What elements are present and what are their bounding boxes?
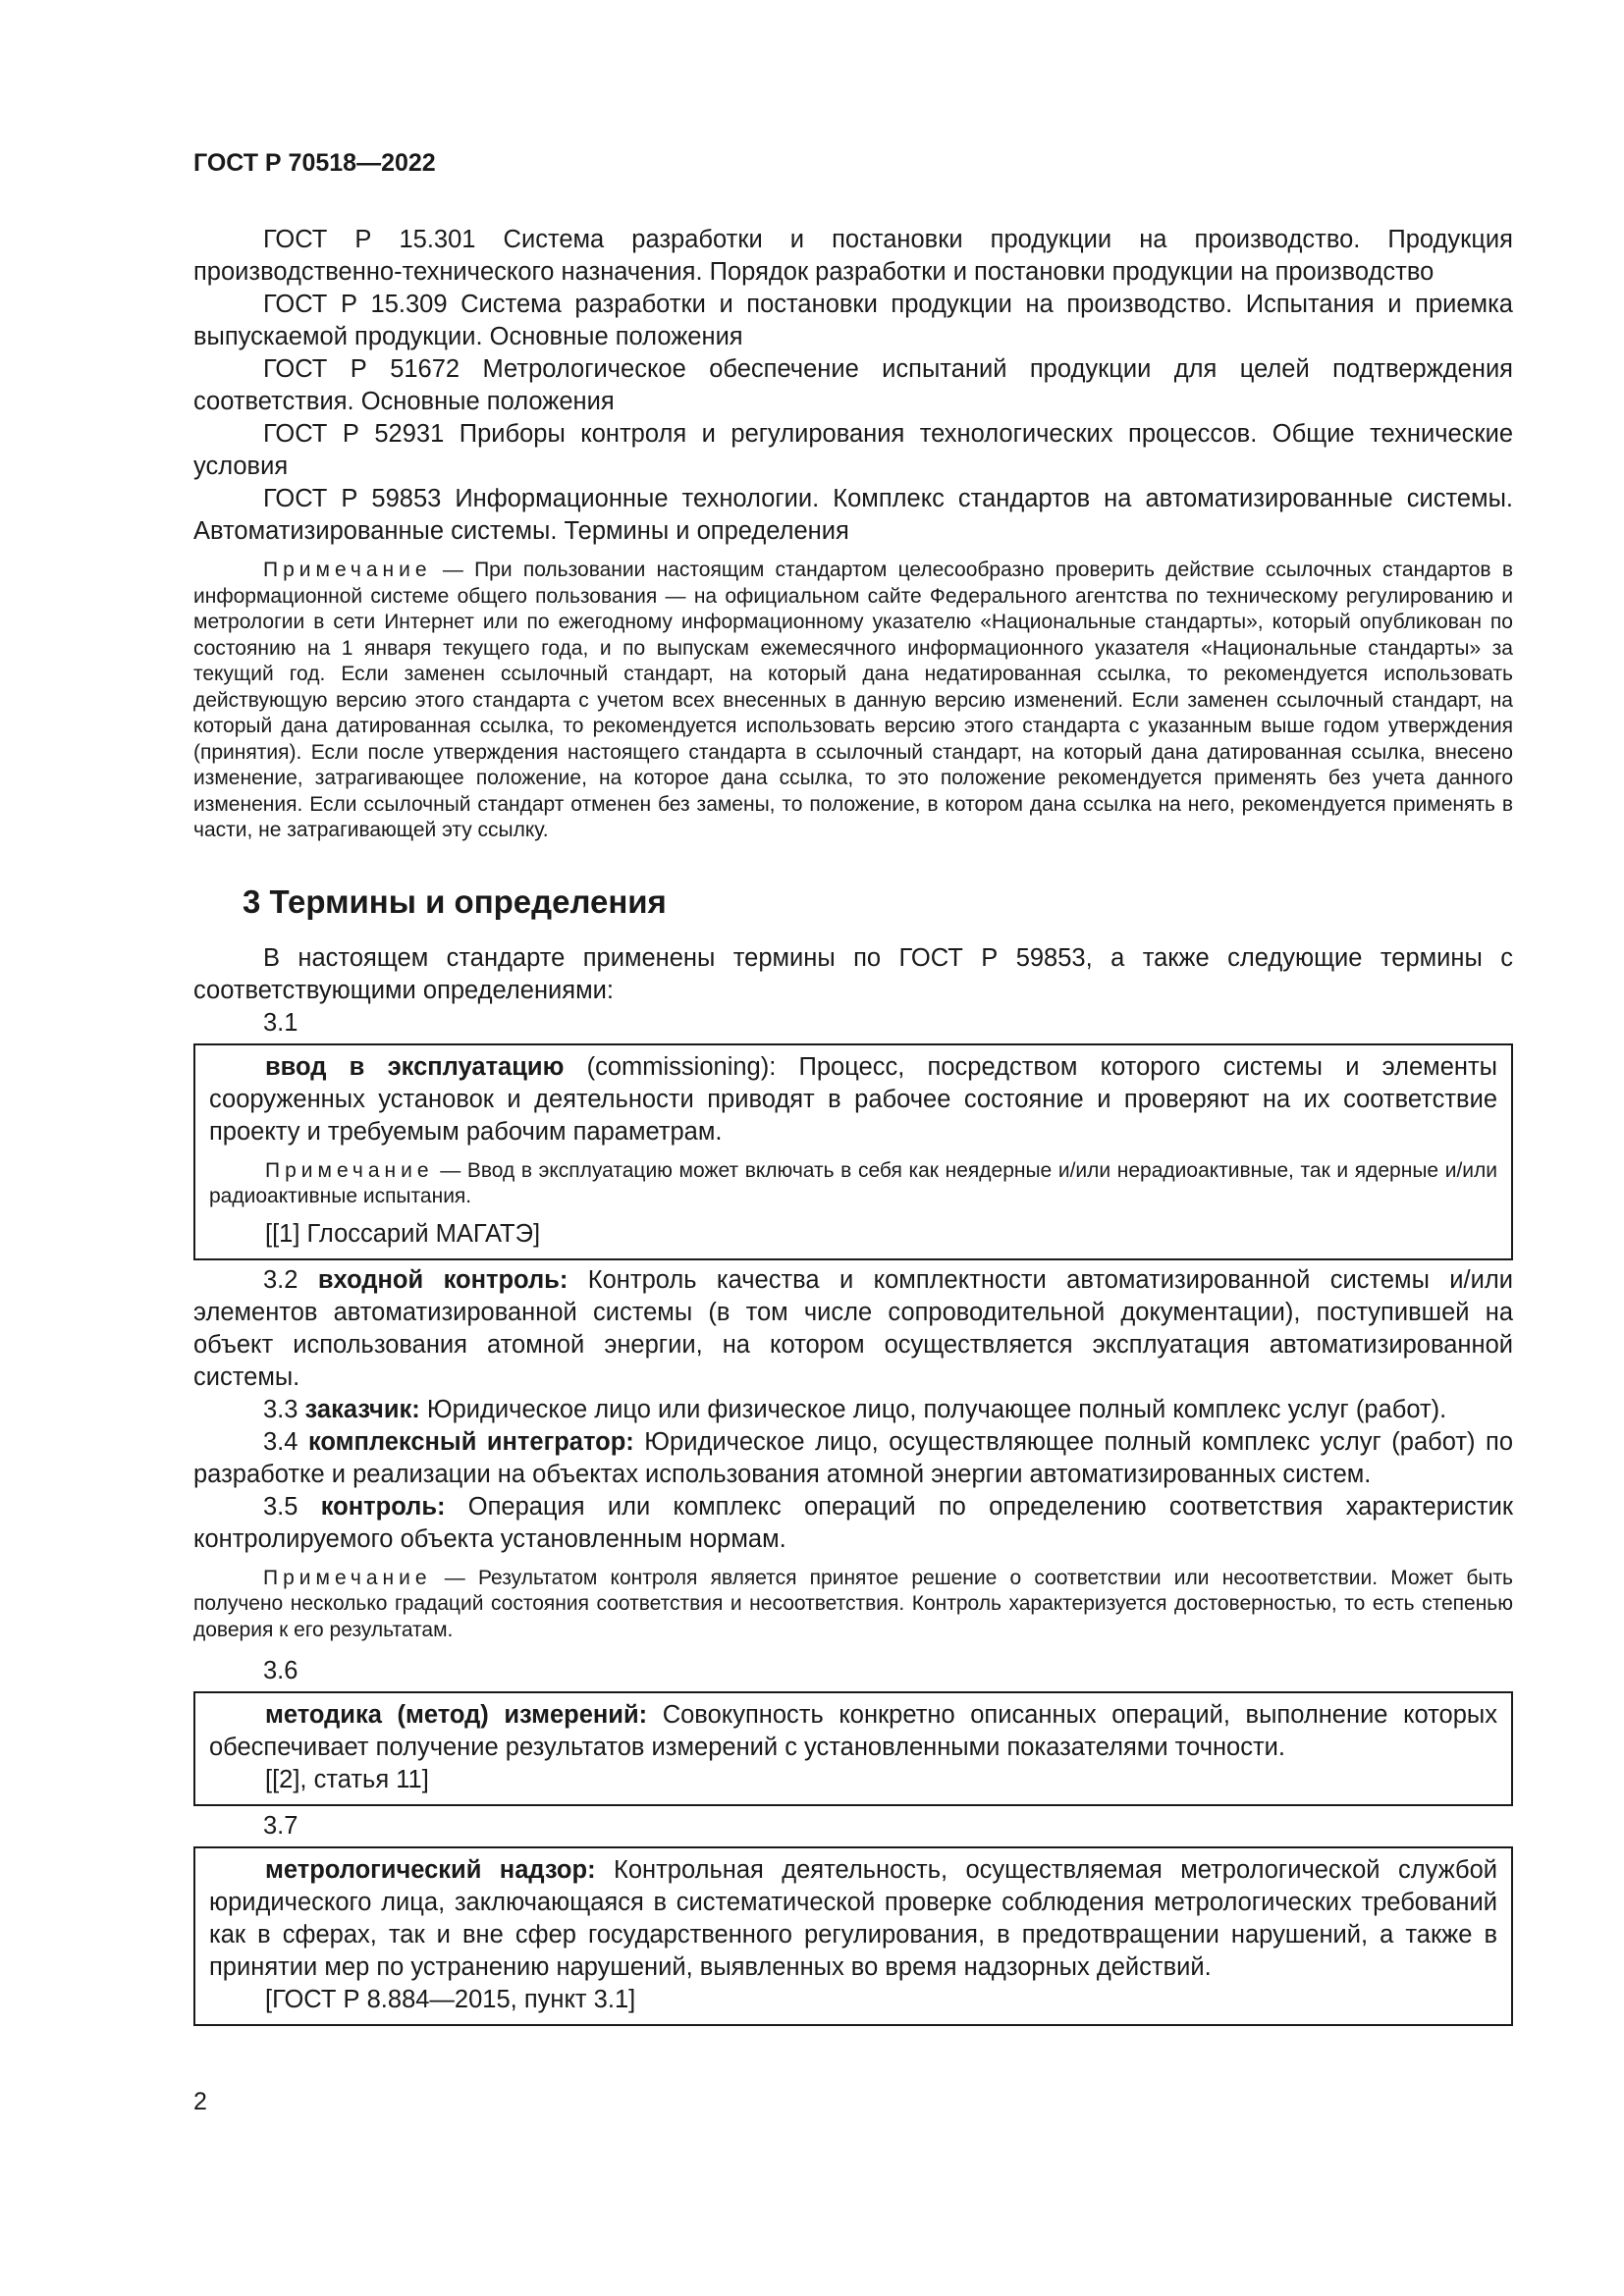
note-label: Примечание bbox=[263, 1566, 432, 1589]
reference-item: ГОСТ Р 15.301 Система разработки и постановки продукции на производство. Продукция производственно-технического назначения. Порядок разработки и постановки продукции на производство bbox=[193, 226, 1513, 286]
term-box-3-6 bbox=[193, 1691, 1513, 1806]
term-name: контроль: bbox=[320, 1492, 446, 1521]
term-source: [ГОСТ Р 8.884—2015, пункт 3.1] bbox=[265, 1986, 636, 2013]
reference-item: ГОСТ Р 51672 Метрологическое обеспечение испытаний продукции для целей подтверждения соответствия. Основные положения bbox=[193, 355, 1513, 415]
term-name: комплексный интегратор: bbox=[307, 1427, 634, 1456]
section-intro: В настоящем стандарте применены термины по ГОСТ Р 59853, а также следующие термины с соответствующими определениями: bbox=[193, 943, 1513, 1004]
term-text: Операция или комплекс операций по определению соответствия характеристик контролируемого объекта установленным нормам. bbox=[193, 1492, 1513, 1553]
term-number: 3.4 bbox=[263, 1427, 308, 1456]
term-source: [[2], статья 11] bbox=[265, 1766, 429, 1793]
term-definition bbox=[209, 1699, 1497, 1764]
term-definition bbox=[209, 1854, 1497, 1984]
term-number: 3.7 bbox=[263, 1812, 298, 1840]
term-text: Совокупность конкретно описанных операций, выполнение которых обеспечивает получение результатов измерений с установленными показателями точности. bbox=[209, 1701, 1497, 1761]
term-name: ввод в эксплуатацию bbox=[265, 1052, 565, 1081]
term-name: входной контроль: bbox=[317, 1265, 568, 1294]
reference-item: ГОСТ Р 15.309 Система разработки и постановки продукции на производство. Испытания и приемка выпускаемой продукции. Основные положения bbox=[193, 291, 1513, 350]
document-header: ГОСТ Р 70518—2022 bbox=[193, 149, 436, 177]
term-number: 3.3 bbox=[263, 1395, 305, 1423]
references-note bbox=[193, 558, 1513, 844]
page-number: 2 bbox=[193, 2088, 207, 2115]
term-note bbox=[209, 1158, 1497, 1210]
term-box-3-7 bbox=[193, 1846, 1513, 2026]
term-source: [[1] Глоссарий МАГАТЭ] bbox=[265, 1219, 541, 1248]
term-number: 3.5 bbox=[263, 1492, 321, 1521]
term-text: Юридическое лицо, осуществляющее полный комплекс услуг (работ) по разработке и реализации на объектах использования атомной энергии автоматизированных систем. bbox=[193, 1427, 1514, 1488]
term-name: метрологический надзор: bbox=[265, 1856, 596, 1884]
term-3-3 bbox=[193, 1394, 1513, 1426]
term-text: Юридическое лицо или физическое лицо, получающее полный комплекс услуг (работ). bbox=[419, 1395, 1447, 1423]
reference-item: ГОСТ Р 59853 Информационные технологии. Комплекс стандартов на автоматизированные системы. Автоматизированные системы. Термины и определения bbox=[193, 485, 1513, 545]
term-number: 3.1 bbox=[263, 1008, 298, 1037]
section-title: 3 Термины и определения bbox=[243, 882, 667, 920]
note-text: — При пользовании настоящим стандартом целесообразно проверить действие ссылочных стандартов в информационной системе общего пользования — на официальном сайте Федерального агентства по техническому регулированию и метрологии в сети Интернет или по ежегодному информационному указателю «Национальные стандарты», который опубликован по состоянию на 1 января текущего года, и по выпускам ежемесячного информационного указателя «Национальные стандарты» за текущий год. Если заменен ссылочный стандарт, на который дана недатированная ссылка, то рекомендуется использовать действующую версию этого стандарта с учетом всех внесенных в данную версию изменений. Если заменен ссылочный стандарт, на который дана датированная ссылка, то рекомендуется использовать версию этого стандарта с указанным выше годом утверждения (принятия). Если после утверждения настоящего стандарта в ссылочный стандарт, на который дана датированная ссылка, внесено изменение, затрагивающее положение, на которое дана ссылка, то это положение рекомендуется применять без учета данного изменения. Если ссылочный стандарт отменен без замены, то положение, в котором дана ссылка на него, рекомендуется применять в части, не затрагивающей эту ссылку. bbox=[193, 559, 1513, 841]
term-box-3-1 bbox=[193, 1043, 1513, 1260]
reference-item: ГОСТ Р 52931 Приборы контроля и регулирования технологических процессов. Общие технические условия bbox=[193, 420, 1513, 480]
term-note bbox=[193, 1566, 1513, 1644]
term-text: Контрольная деятельность, осуществляемая метрологической службой юридического лица, заключающаяся в систематической проверке соблюдения метрологических требований как в сферах, так и вне сфер государственного регулирования, в предотвращении нарушений, а также в принятии мер по устранению нарушений, выявленных во время надзорных действий. bbox=[209, 1856, 1498, 1981]
note-label: Примечание bbox=[265, 1158, 434, 1182]
term-number: 3.6 bbox=[263, 1657, 298, 1684]
page-content bbox=[193, 224, 1513, 2030]
term-text: Контроль качества и комплектности автоматизированной системы и/или элементов автоматизированной системы (в том числе сопроводительной документации), поступившей на объект использования атомной энергии, на котором осуществляется эксплуатация автоматизированной системы. bbox=[193, 1265, 1513, 1391]
term-3-2 bbox=[193, 1264, 1513, 1394]
term-3-5 bbox=[193, 1491, 1513, 1556]
term-name: методика (метод) измерений: bbox=[265, 1701, 648, 1729]
note-label: Примечание bbox=[263, 559, 432, 581]
term-name: заказчик: bbox=[304, 1395, 420, 1423]
term-text: (commissioning): Процесс, посредством которого системы и элементы сооруженных установок и деятельности приводят в рабочее состояние и проверяют на их соответствие проекту и требуемым рабочим параметрам. bbox=[209, 1052, 1497, 1146]
term-definition bbox=[209, 1051, 1497, 1148]
normative-references bbox=[193, 224, 1513, 548]
term-number: 3.2 bbox=[263, 1265, 318, 1294]
term-3-4 bbox=[193, 1426, 1513, 1491]
note-text: — Ввод в эксплуатацию может включать в себя как неядерные и/или нерадиоактивные, так и ядерные и/или радиоактивные испытания. bbox=[209, 1158, 1497, 1207]
note-text: — Результатом контроля является принятое решение о соответствии или несоответствии. Может быть получено несколько градаций состояния соответствия и несоответствия. Контроль характеризуется достоверностью, то есть степенью доверия к его результатам. bbox=[193, 1566, 1513, 1641]
